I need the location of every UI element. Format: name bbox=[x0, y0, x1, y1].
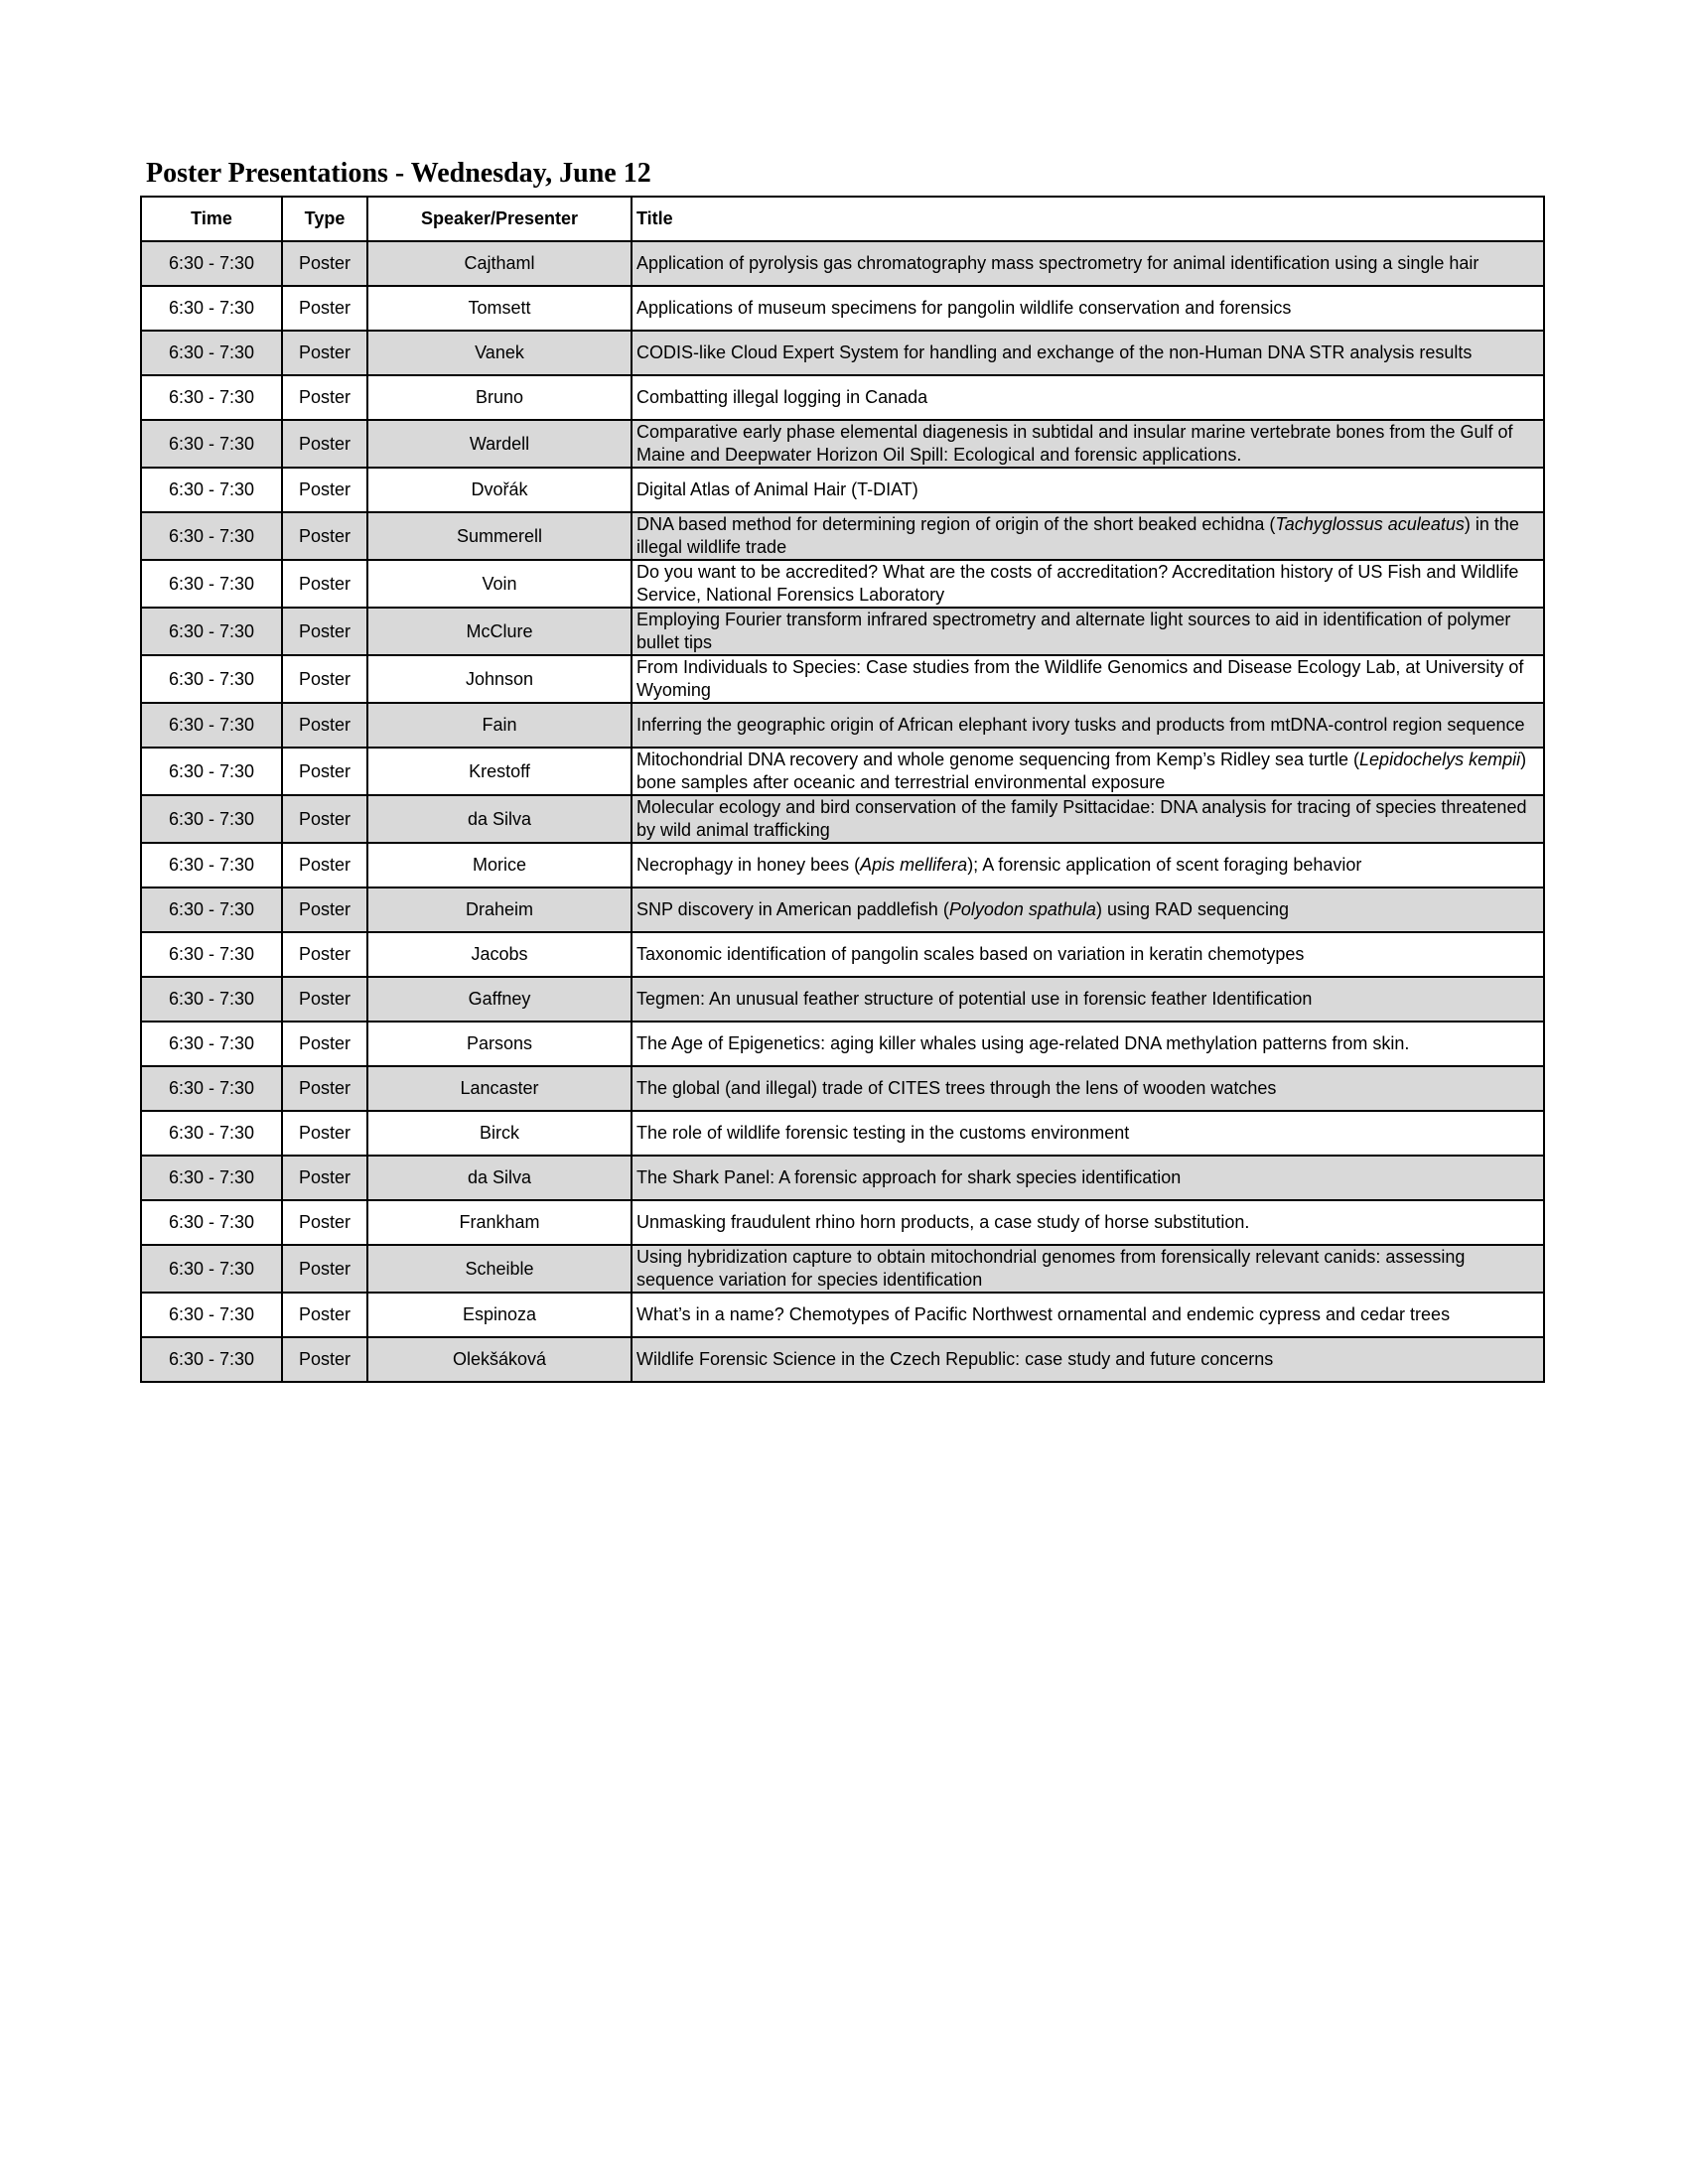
cell-title: What’s in a name? Chemotypes of Pacific Northwest ornamental and endemic cypress and cedar trees bbox=[632, 1293, 1544, 1337]
table-row bbox=[141, 420, 1544, 468]
cell-time: 6:30 - 7:30 bbox=[141, 1066, 282, 1111]
cell-type: Poster bbox=[282, 1066, 367, 1111]
cell-time: 6:30 - 7:30 bbox=[141, 468, 282, 512]
species-name: Tachyglossus aculeatus bbox=[1275, 514, 1465, 534]
cell-speaker: Krestoff bbox=[367, 748, 632, 795]
cell-type: Poster bbox=[282, 977, 367, 1022]
cell-time: 6:30 - 7:30 bbox=[141, 512, 282, 560]
cell-speaker: Jacobs bbox=[367, 932, 632, 977]
table-row bbox=[141, 1293, 1544, 1337]
cell-title: The Age of Epigenetics: aging killer whales using age-related DNA methylation patterns from skin. bbox=[632, 1022, 1544, 1066]
cell-speaker: Dvořák bbox=[367, 468, 632, 512]
cell-title: Taxonomic identification of pangolin scales based on variation in keratin chemotypes bbox=[632, 932, 1544, 977]
cell-type: Poster bbox=[282, 608, 367, 655]
cell-time: 6:30 - 7:30 bbox=[141, 375, 282, 420]
cell-speaker: Draheim bbox=[367, 887, 632, 932]
cell-time: 6:30 - 7:30 bbox=[141, 608, 282, 655]
cell-speaker: Olekšáková bbox=[367, 1337, 632, 1382]
cell-type: Poster bbox=[282, 331, 367, 375]
cell-type: Poster bbox=[282, 1022, 367, 1066]
species-name: Apis mellifera bbox=[860, 855, 968, 875]
cell-title: Mitochondrial DNA recovery and whole genome sequencing from Kemp’s Ridley sea turtle (Lepidochelys kempii) bone samples after oceanic and terrestrial environmental exposure bbox=[632, 748, 1544, 795]
cell-time: 6:30 - 7:30 bbox=[141, 932, 282, 977]
species-name: Lepidochelys kempii bbox=[1359, 750, 1521, 769]
table-row bbox=[141, 1066, 1544, 1111]
cell-time: 6:30 - 7:30 bbox=[141, 887, 282, 932]
table-row bbox=[141, 331, 1544, 375]
table-row bbox=[141, 241, 1544, 286]
cell-speaker: Fain bbox=[367, 703, 632, 748]
cell-time: 6:30 - 7:30 bbox=[141, 331, 282, 375]
cell-type: Poster bbox=[282, 932, 367, 977]
table-row bbox=[141, 1337, 1544, 1382]
cell-title: Tegmen: An unusual feather structure of potential use in forensic feather Identification bbox=[632, 977, 1544, 1022]
cell-time: 6:30 - 7:30 bbox=[141, 1111, 282, 1156]
cell-speaker: Lancaster bbox=[367, 1066, 632, 1111]
cell-speaker: Summerell bbox=[367, 512, 632, 560]
cell-speaker: Parsons bbox=[367, 1022, 632, 1066]
table-row bbox=[141, 843, 1544, 887]
table-row bbox=[141, 748, 1544, 795]
cell-title: Application of pyrolysis gas chromatography mass spectrometry for animal identification using a single hair bbox=[632, 241, 1544, 286]
table-row bbox=[141, 560, 1544, 608]
table-row bbox=[141, 795, 1544, 843]
cell-type: Poster bbox=[282, 241, 367, 286]
table-row bbox=[141, 1156, 1544, 1200]
table-row bbox=[141, 375, 1544, 420]
table-row bbox=[141, 655, 1544, 703]
cell-title: Unmasking fraudulent rhino horn products, a case study of horse substitution. bbox=[632, 1200, 1544, 1245]
cell-type: Poster bbox=[282, 655, 367, 703]
cell-type: Poster bbox=[282, 748, 367, 795]
cell-title: The Shark Panel: A forensic approach for shark species identification bbox=[632, 1156, 1544, 1200]
cell-title: Digital Atlas of Animal Hair (T-DIAT) bbox=[632, 468, 1544, 512]
cell-time: 6:30 - 7:30 bbox=[141, 1245, 282, 1293]
cell-time: 6:30 - 7:30 bbox=[141, 1022, 282, 1066]
cell-type: Poster bbox=[282, 286, 367, 331]
cell-time: 6:30 - 7:30 bbox=[141, 703, 282, 748]
poster-schedule-table bbox=[140, 196, 1545, 1383]
cell-title: SNP discovery in American paddlefish (Polyodon spathula) using RAD sequencing bbox=[632, 887, 1544, 932]
table-row bbox=[141, 887, 1544, 932]
cell-title: Using hybridization capture to obtain mitochondrial genomes from forensically relevant canids: assessing sequence variation for species identification bbox=[632, 1245, 1544, 1293]
cell-title: Wildlife Forensic Science in the Czech Republic: case study and future concerns bbox=[632, 1337, 1544, 1382]
column-header-time: Time bbox=[141, 197, 282, 241]
cell-title: Employing Fourier transform infrared spectrometry and alternate light sources to aid in identification of polymer bullet tips bbox=[632, 608, 1544, 655]
cell-title: Applications of museum specimens for pangolin wildlife conservation and forensics bbox=[632, 286, 1544, 331]
cell-type: Poster bbox=[282, 560, 367, 608]
cell-speaker: McClure bbox=[367, 608, 632, 655]
cell-time: 6:30 - 7:30 bbox=[141, 655, 282, 703]
table-body bbox=[141, 241, 1544, 1382]
cell-type: Poster bbox=[282, 1293, 367, 1337]
cell-type: Poster bbox=[282, 468, 367, 512]
cell-type: Poster bbox=[282, 512, 367, 560]
cell-title: DNA based method for determining region of origin of the short beaked echidna (Tachyglossus aculeatus) in the illegal wildlife trade bbox=[632, 512, 1544, 560]
cell-title: Do you want to be accredited? What are the costs of accreditation? Accreditation history of US Fish and Wildlife Service, National Forensics Laboratory bbox=[632, 560, 1544, 608]
cell-type: Poster bbox=[282, 1200, 367, 1245]
cell-speaker: Wardell bbox=[367, 420, 632, 468]
cell-type: Poster bbox=[282, 703, 367, 748]
cell-speaker: Morice bbox=[367, 843, 632, 887]
cell-title: From Individuals to Species: Case studies from the Wildlife Genomics and Disease Ecology Lab, at University of Wyoming bbox=[632, 655, 1544, 703]
table-row bbox=[141, 468, 1544, 512]
cell-speaker: Tomsett bbox=[367, 286, 632, 331]
cell-type: Poster bbox=[282, 795, 367, 843]
cell-speaker: da Silva bbox=[367, 1156, 632, 1200]
cell-speaker: Birck bbox=[367, 1111, 632, 1156]
cell-title: The role of wildlife forensic testing in the customs environment bbox=[632, 1111, 1544, 1156]
cell-type: Poster bbox=[282, 1156, 367, 1200]
cell-type: Poster bbox=[282, 1245, 367, 1293]
cell-time: 6:30 - 7:30 bbox=[141, 1200, 282, 1245]
cell-type: Poster bbox=[282, 1111, 367, 1156]
table-row bbox=[141, 1245, 1544, 1293]
page-title: Poster Presentations - Wednesday, June 12 bbox=[146, 158, 651, 189]
cell-time: 6:30 - 7:30 bbox=[141, 241, 282, 286]
cell-speaker: Gaffney bbox=[367, 977, 632, 1022]
cell-title: Comparative early phase elemental diagenesis in subtidal and insular marine vertebrate bones from the Gulf of Maine and Deepwater Horizon Oil Spill: Ecological and forensic applications. bbox=[632, 420, 1544, 468]
cell-type: Poster bbox=[282, 887, 367, 932]
cell-speaker: Scheible bbox=[367, 1245, 632, 1293]
cell-type: Poster bbox=[282, 420, 367, 468]
cell-type: Poster bbox=[282, 375, 367, 420]
cell-speaker: Voin bbox=[367, 560, 632, 608]
table-row bbox=[141, 703, 1544, 748]
cell-time: 6:30 - 7:30 bbox=[141, 1337, 282, 1382]
cell-speaker: da Silva bbox=[367, 795, 632, 843]
column-header-type: Type bbox=[282, 197, 367, 241]
table-row bbox=[141, 286, 1544, 331]
cell-title: Inferring the geographic origin of African elephant ivory tusks and products from mtDNA-control region sequence bbox=[632, 703, 1544, 748]
cell-speaker: Vanek bbox=[367, 331, 632, 375]
table-row bbox=[141, 977, 1544, 1022]
column-header-speaker: Speaker/Presenter bbox=[367, 197, 632, 241]
table-row bbox=[141, 1111, 1544, 1156]
table-header-row bbox=[141, 197, 1544, 241]
cell-title: Necrophagy in honey bees (Apis mellifera); A forensic application of scent foraging behavior bbox=[632, 843, 1544, 887]
cell-time: 6:30 - 7:30 bbox=[141, 1293, 282, 1337]
cell-time: 6:30 - 7:30 bbox=[141, 286, 282, 331]
cell-speaker: Johnson bbox=[367, 655, 632, 703]
table-row bbox=[141, 608, 1544, 655]
cell-title: CODIS-like Cloud Expert System for handling and exchange of the non-Human DNA STR analysis results bbox=[632, 331, 1544, 375]
cell-title: Molecular ecology and bird conservation of the family Psittacidae: DNA analysis for tracing of species threatened by wild animal trafficking bbox=[632, 795, 1544, 843]
column-header-title: Title bbox=[632, 197, 1544, 241]
cell-speaker: Espinoza bbox=[367, 1293, 632, 1337]
cell-time: 6:30 - 7:30 bbox=[141, 748, 282, 795]
cell-time: 6:30 - 7:30 bbox=[141, 420, 282, 468]
cell-time: 6:30 - 7:30 bbox=[141, 1156, 282, 1200]
cell-type: Poster bbox=[282, 843, 367, 887]
table-row bbox=[141, 512, 1544, 560]
cell-speaker: Bruno bbox=[367, 375, 632, 420]
cell-time: 6:30 - 7:30 bbox=[141, 977, 282, 1022]
cell-time: 6:30 - 7:30 bbox=[141, 795, 282, 843]
table-row bbox=[141, 1200, 1544, 1245]
table-row bbox=[141, 932, 1544, 977]
cell-title: Combatting illegal logging in Canada bbox=[632, 375, 1544, 420]
cell-speaker: Cajthaml bbox=[367, 241, 632, 286]
cell-type: Poster bbox=[282, 1337, 367, 1382]
species-name: Polyodon spathula bbox=[948, 899, 1096, 919]
cell-title: The global (and illegal) trade of CITES trees through the lens of wooden watches bbox=[632, 1066, 1544, 1111]
cell-time: 6:30 - 7:30 bbox=[141, 560, 282, 608]
cell-speaker: Frankham bbox=[367, 1200, 632, 1245]
cell-time: 6:30 - 7:30 bbox=[141, 843, 282, 887]
table-row bbox=[141, 1022, 1544, 1066]
